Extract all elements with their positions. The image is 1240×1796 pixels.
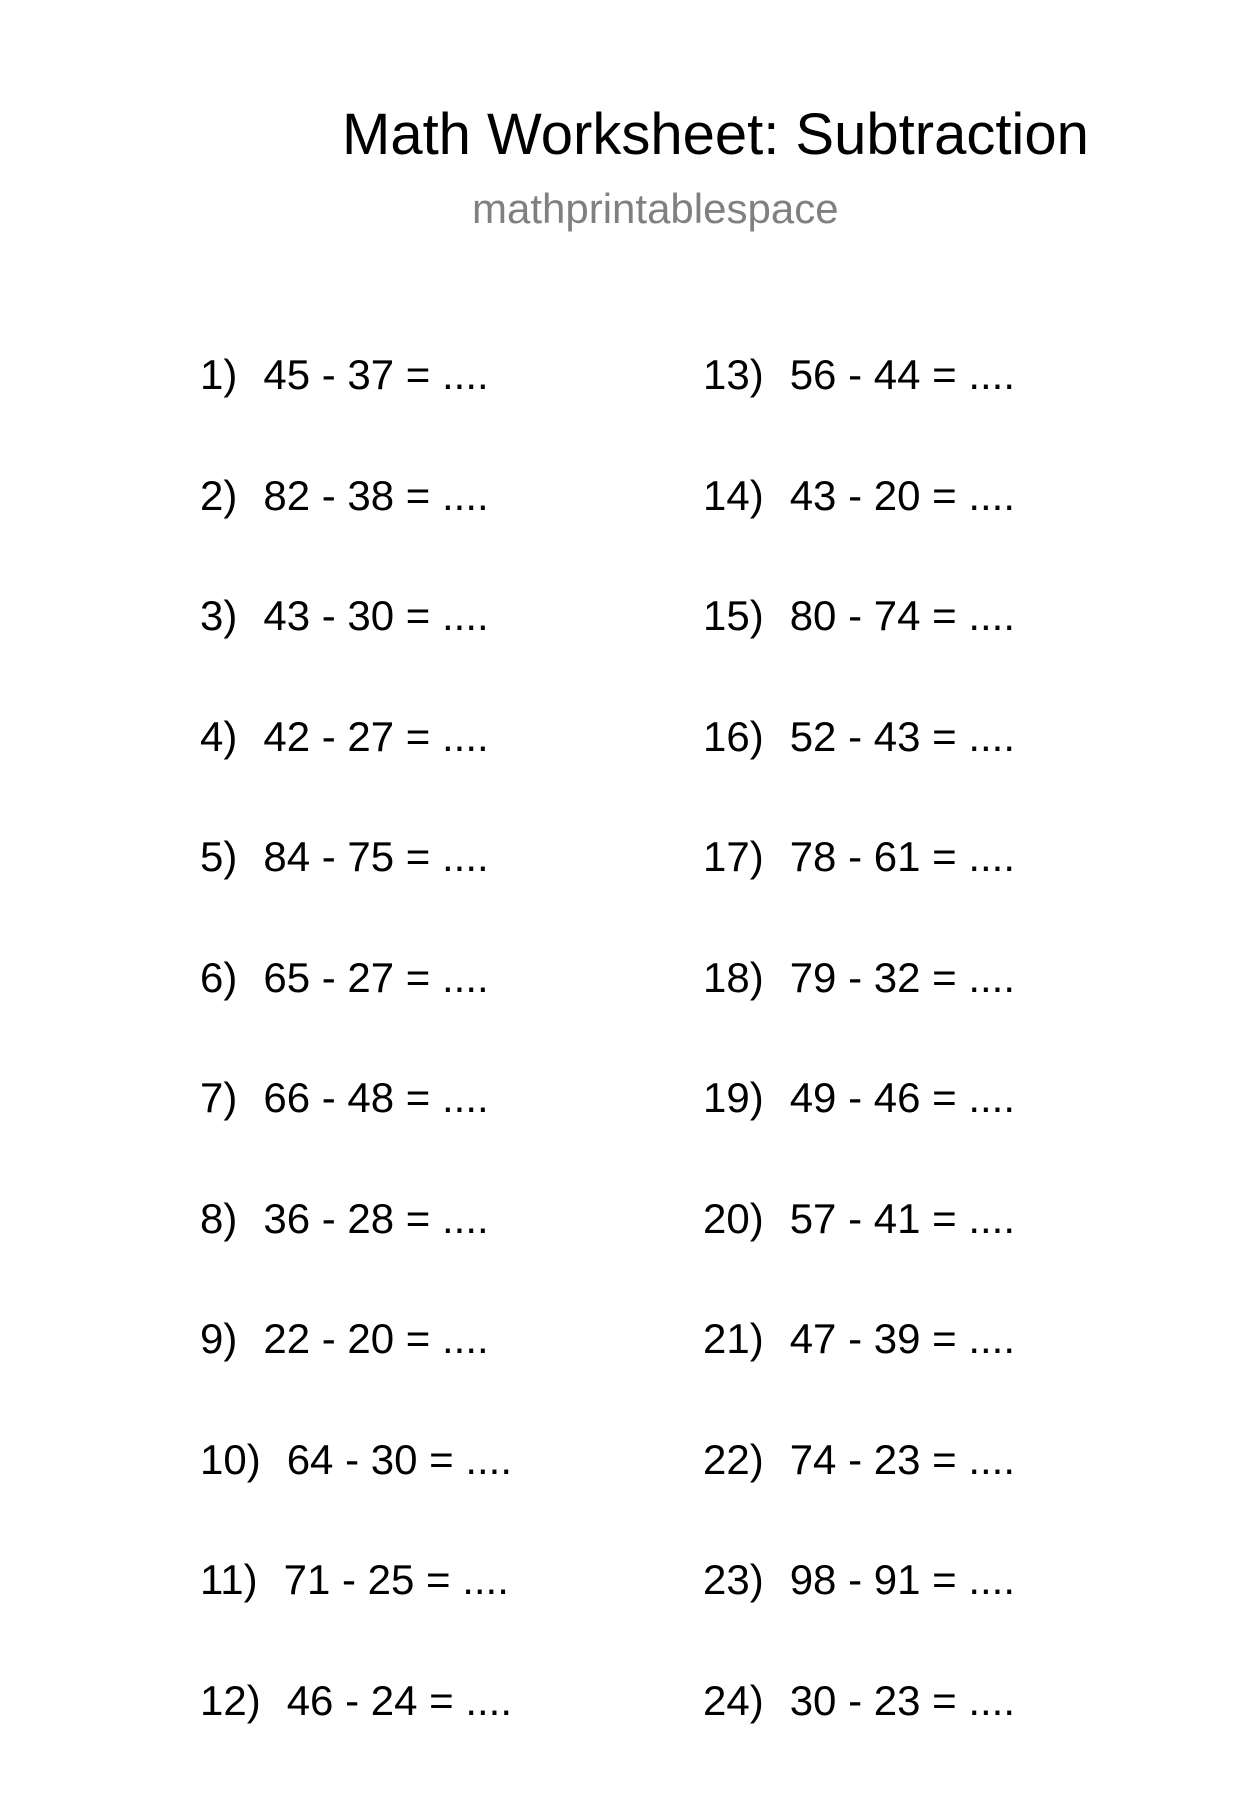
problem-expression: 47 - 39 = .... (790, 1315, 1015, 1362)
problem-22 (703, 1435, 1015, 1556)
worksheet-title: Math Worksheet: Subtraction (342, 100, 1089, 170)
problem-7 (200, 1073, 512, 1194)
problem-2 (200, 471, 512, 592)
problem-number: 19) (703, 1074, 764, 1121)
problem-expression: 65 - 27 = .... (263, 954, 488, 1001)
problem-number: 15) (703, 592, 764, 639)
problem-expression: 52 - 43 = .... (790, 713, 1015, 760)
problem-expression: 46 - 24 = .... (287, 1677, 512, 1724)
problem-12 (200, 1676, 512, 1796)
problem-number: 2) (200, 472, 237, 519)
problem-11 (200, 1555, 512, 1676)
problem-number: 20) (703, 1195, 764, 1242)
problem-number: 21) (703, 1315, 764, 1362)
problem-number: 9) (200, 1315, 237, 1362)
problem-expression: 78 - 61 = .... (790, 833, 1015, 880)
problem-18 (703, 953, 1015, 1074)
problem-column-left (200, 350, 512, 1796)
problem-23 (703, 1555, 1015, 1676)
problem-8 (200, 1194, 512, 1315)
worksheet-subtitle: mathprintablespace (472, 184, 839, 234)
problem-number: 5) (200, 833, 237, 880)
problem-number: 23) (703, 1556, 764, 1603)
problem-number: 1) (200, 351, 237, 398)
problem-expression: 36 - 28 = .... (263, 1195, 488, 1242)
problem-expression: 45 - 37 = .... (263, 351, 488, 398)
problem-expression: 64 - 30 = .... (287, 1436, 512, 1483)
problem-expression: 49 - 46 = .... (790, 1074, 1015, 1121)
problem-5 (200, 832, 512, 953)
problem-expression: 57 - 41 = .... (790, 1195, 1015, 1242)
problem-number: 14) (703, 472, 764, 519)
problem-expression: 66 - 48 = .... (263, 1074, 488, 1121)
problem-number: 8) (200, 1195, 237, 1242)
problem-expression: 82 - 38 = .... (263, 472, 488, 519)
problem-3 (200, 591, 512, 712)
problem-number: 24) (703, 1677, 764, 1724)
problem-21 (703, 1314, 1015, 1435)
problem-expression: 71 - 25 = .... (284, 1556, 509, 1603)
problem-number: 13) (703, 351, 764, 398)
problem-expression: 79 - 32 = .... (790, 954, 1015, 1001)
problem-expression: 98 - 91 = .... (790, 1556, 1015, 1603)
problem-expression: 42 - 27 = .... (263, 713, 488, 760)
problem-15 (703, 591, 1015, 712)
problem-13 (703, 350, 1015, 471)
problem-9 (200, 1314, 512, 1435)
problem-number: 12) (200, 1677, 261, 1724)
problem-1 (200, 350, 512, 471)
problem-number: 10) (200, 1436, 261, 1483)
problem-number: 17) (703, 833, 764, 880)
problem-4 (200, 712, 512, 833)
problem-expression: 22 - 20 = .... (263, 1315, 488, 1362)
problem-number: 11) (200, 1556, 258, 1603)
problem-expression: 43 - 30 = .... (263, 592, 488, 639)
problem-number: 16) (703, 713, 764, 760)
problem-10 (200, 1435, 512, 1556)
problem-number: 7) (200, 1074, 237, 1121)
problem-number: 18) (703, 954, 764, 1001)
problem-number: 4) (200, 713, 237, 760)
problem-number: 3) (200, 592, 237, 639)
problem-expression: 80 - 74 = .... (790, 592, 1015, 639)
problem-expression: 43 - 20 = .... (790, 472, 1015, 519)
problem-number: 22) (703, 1436, 764, 1483)
problem-19 (703, 1073, 1015, 1194)
problem-expression: 84 - 75 = .... (263, 833, 488, 880)
problem-expression: 56 - 44 = .... (790, 351, 1015, 398)
problem-16 (703, 712, 1015, 833)
problem-20 (703, 1194, 1015, 1315)
problem-17 (703, 832, 1015, 953)
problem-6 (200, 953, 512, 1074)
problem-24 (703, 1676, 1015, 1796)
problem-number: 6) (200, 954, 237, 1001)
problem-expression: 74 - 23 = .... (790, 1436, 1015, 1483)
problem-expression: 30 - 23 = .... (790, 1677, 1015, 1724)
problem-column-right (703, 350, 1015, 1796)
problem-14 (703, 471, 1015, 592)
